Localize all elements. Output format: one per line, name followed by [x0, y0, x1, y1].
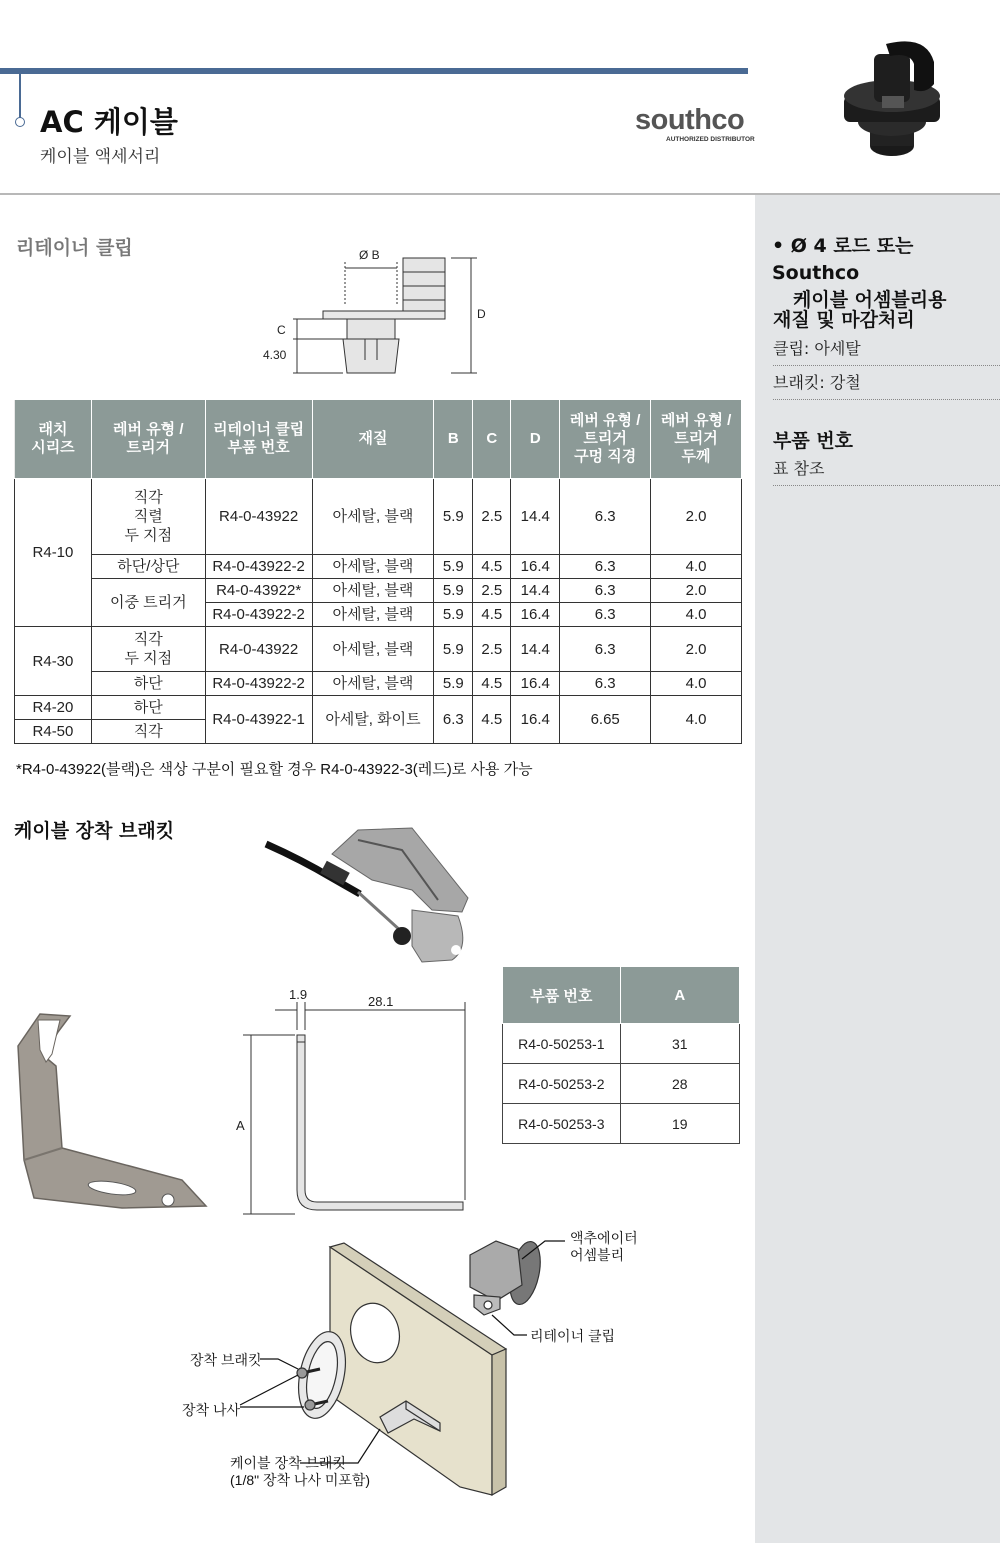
col-header-hole: 레버 유형 / 트리거 구멍 직경	[560, 400, 651, 479]
cell-lever: 직각 두 지점	[91, 627, 205, 672]
cell-series: R4-30	[15, 627, 92, 696]
cell-lever: 직각	[91, 720, 205, 744]
col-header-a: A	[620, 967, 739, 1024]
cell-hole: 6.65	[560, 696, 651, 744]
label-retainer-clip: 리테이너 클립	[530, 1328, 616, 1344]
cell-material: 아세탈, 블랙	[312, 479, 434, 555]
cell-b: 5.9	[434, 627, 473, 672]
table-row	[503, 1024, 740, 1064]
cell-series: R4-20	[15, 696, 92, 720]
table-row	[503, 1064, 740, 1104]
col-header-lever: 레버 유형 / 트리거	[91, 400, 205, 479]
cell-b: 5.9	[434, 555, 473, 579]
table-row	[15, 696, 742, 720]
cell-b: 5.9	[434, 672, 473, 696]
cell-thickness: 4.0	[651, 555, 742, 579]
cell-part-number: R4-0-50253-3	[503, 1104, 621, 1144]
cell-part: R4-0-43922-2	[205, 555, 312, 579]
col-header-c: C	[473, 400, 511, 479]
cell-part: R4-0-43922-2	[205, 603, 312, 627]
cell-a: 31	[620, 1024, 739, 1064]
material-item-bracket: 브래킷: 강철	[773, 370, 1000, 400]
table-row	[15, 479, 742, 555]
retainer-clip-photo	[830, 34, 950, 162]
dim-label-w: 28.1	[368, 994, 394, 1009]
dim-label-d: D	[477, 307, 486, 321]
cell-c: 2.5	[473, 479, 511, 555]
dim-label-a: A	[236, 1118, 245, 1133]
part-number-heading: 부품 번호	[773, 430, 854, 452]
cell-d: 14.4	[511, 579, 560, 603]
cell-lever: 하단	[91, 672, 205, 696]
cell-material: 아세탈, 블랙	[312, 555, 434, 579]
table-row	[15, 555, 742, 579]
cell-a: 28	[620, 1064, 739, 1104]
col-header-part: 리테이너 클립 부품 번호	[205, 400, 312, 479]
cell-material: 아세탈, 화이트	[312, 696, 434, 744]
page-title: AC 케이블	[40, 105, 178, 139]
col-header-material: 재질	[312, 400, 434, 479]
cell-d: 16.4	[511, 672, 560, 696]
cell-d: 14.4	[511, 627, 560, 672]
cell-part: R4-0-43922-2	[205, 672, 312, 696]
cell-b: 5.9	[434, 603, 473, 627]
header-marker-line	[19, 74, 21, 118]
cell-part-number: R4-0-50253-1	[503, 1024, 621, 1064]
cell-hole: 6.3	[560, 479, 651, 555]
cell-c: 4.5	[473, 672, 511, 696]
cell-c: 2.5	[473, 627, 511, 672]
col-header-b: B	[434, 400, 473, 479]
bracket-drawing	[225, 980, 485, 1220]
cell-d: 14.4	[511, 479, 560, 555]
dim-label-b: Ø B	[359, 248, 380, 262]
cell-d: 16.4	[511, 555, 560, 579]
col-header-thickness: 레버 유형 / 트리거 두께	[651, 400, 742, 479]
part-table-header	[503, 967, 740, 1024]
brand-logo-subtext: AUTHORIZED DISTRIBUTOR	[666, 136, 755, 143]
section-title-bracket: 케이블 장착 브래킷	[14, 820, 175, 842]
cell-a: 19	[620, 1104, 739, 1144]
cell-d: 16.4	[511, 603, 560, 627]
cell-part: R4-0-43922*	[205, 579, 312, 603]
cell-hole: 6.3	[560, 672, 651, 696]
cell-lever: 이중 트리거	[91, 579, 205, 627]
col-header-d: D	[511, 400, 560, 479]
label-mount-screw: 장착 나사	[182, 1402, 240, 1418]
material-item-clip: 클립: 아세탈	[773, 336, 1000, 366]
cell-c: 4.5	[473, 555, 511, 579]
cell-c: 2.5	[473, 579, 511, 603]
bullet-icon: •	[772, 235, 791, 257]
table-row	[15, 672, 742, 696]
cell-part-number: R4-0-50253-2	[503, 1064, 621, 1104]
header-accent-bar	[0, 68, 748, 74]
cell-material: 아세탈, 블랙	[312, 672, 434, 696]
col-header-part-number: 부품 번호	[503, 967, 621, 1024]
cell-thickness: 4.0	[651, 603, 742, 627]
cell-material: 아세탈, 블랙	[312, 579, 434, 603]
cell-b: 6.3	[434, 696, 473, 744]
header-marker-dot	[15, 117, 25, 127]
table-row	[15, 627, 742, 672]
spec-table-header	[15, 400, 742, 479]
cell-thickness: 2.0	[651, 479, 742, 555]
cell-thickness: 2.0	[651, 627, 742, 672]
cell-c: 4.5	[473, 696, 511, 744]
cell-d: 16.4	[511, 696, 560, 744]
cell-material: 아세탈, 블랙	[312, 603, 434, 627]
label-mount-bracket: 장착 브래킷	[190, 1352, 262, 1368]
cell-lever: 하단/상단	[91, 555, 205, 579]
cell-c: 4.5	[473, 603, 511, 627]
table-footnote: *R4-0-43922(블랙)은 색상 구분이 필요할 경우 R4-0-43922-3(레드)로 사용 가능	[16, 761, 533, 778]
cell-material: 아세탈, 블랙	[312, 627, 434, 672]
cell-part: R4-0-43922-1	[205, 696, 312, 744]
cell-thickness: 2.0	[651, 579, 742, 603]
section-title-retainer: 리테이너 클립	[16, 237, 133, 259]
dim-label-c: C	[277, 323, 286, 337]
material-heading: 재질 및 마감처리	[773, 309, 915, 331]
table-row	[503, 1104, 740, 1144]
table-row	[15, 579, 742, 603]
label-cable-bracket: 케이블 장착 브래킷 (1/8" 장착 나사 미포함)	[230, 1455, 371, 1488]
cell-series: R4-50	[15, 720, 92, 744]
sidebar-feature-bullet	[772, 233, 992, 314]
cell-hole: 6.3	[560, 627, 651, 672]
cell-hole: 6.3	[560, 579, 651, 603]
dim-label-h: 4.30	[263, 348, 287, 362]
cell-part: R4-0-43922	[205, 479, 312, 555]
cell-hole: 6.3	[560, 603, 651, 627]
page-subtitle: 케이블 액세서리	[40, 147, 161, 167]
part-number-note: 표 참조	[773, 456, 1000, 486]
cell-thickness: 4.0	[651, 696, 742, 744]
cell-b: 5.9	[434, 579, 473, 603]
part-number-table	[502, 966, 740, 1144]
cell-lever: 직각 직렬 두 지점	[91, 479, 205, 555]
retainer-clip-drawing	[255, 240, 495, 380]
cell-part: R4-0-43922	[205, 627, 312, 672]
cell-lever: 하단	[91, 696, 205, 720]
cell-series: R4-10	[15, 479, 92, 627]
cable-bracket-photo	[262, 820, 492, 970]
label-actuator: 액추에이터 어셈블리	[570, 1230, 638, 1263]
dim-label-t: 1.9	[289, 987, 308, 1002]
brand-logo: southco	[635, 104, 745, 136]
spec-table	[14, 399, 742, 744]
cell-b: 5.9	[434, 479, 473, 555]
feature-line-1: Ø 4 로드 또는 Southco	[772, 235, 914, 284]
bracket-photo	[10, 1010, 210, 1210]
cell-hole: 6.3	[560, 555, 651, 579]
col-header-series: 래치 시리즈	[15, 400, 92, 479]
cell-thickness: 4.0	[651, 672, 742, 696]
feature-line-2: 케이블 어셈블리용	[793, 289, 947, 311]
